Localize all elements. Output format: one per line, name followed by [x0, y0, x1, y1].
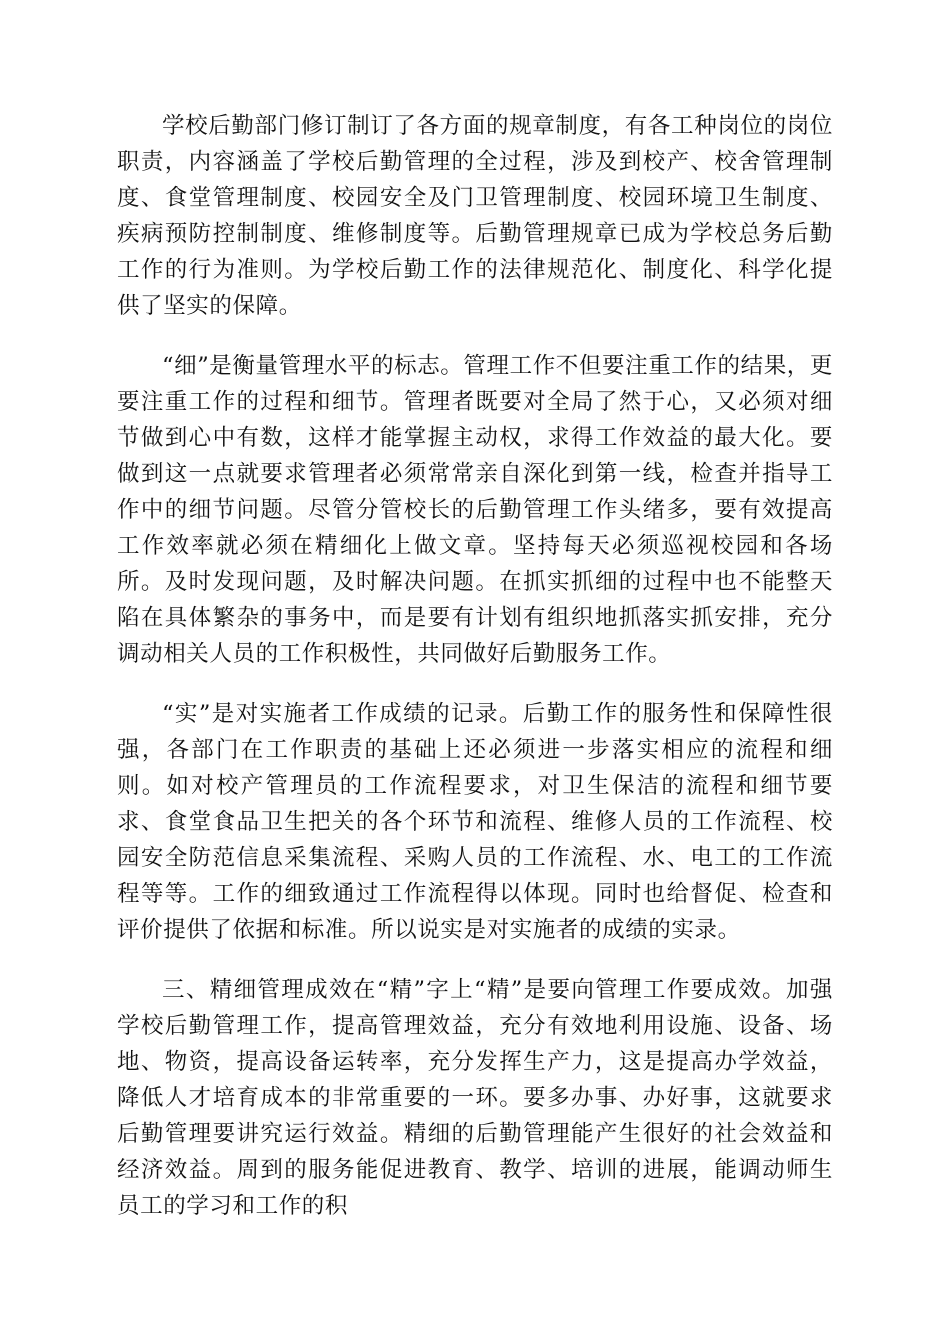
paragraph-detail: “细”是衡量管理水平的标志。管理工作不但要注重工作的结果，更要注重工作的过程和细节。管理者既要对全局了然于心，又必须对细节做到心中有数，这样才能掌握主动权，求得工作效益的最大化。要做到这一点就要求管理者必须常常亲自深化到第一线，检查并指导工作中的细节问题。尽管分管校长的后勤管理工作头绪多，要有效提高工作效率就必须在精细化上做文章。坚持每天必须巡视校园和各场所。及时发现问题，及时解决问题。在抓实抓细的过程中也不能整天陷在具体繁杂的事务中，而是要有计划有组织地抓落实抓安排，充分调动相关人员的工作积极性，共同做好后勤服务工作。 — [117, 353, 834, 667]
document-page — [117, 108, 833, 1224]
paragraph-effectiveness: 三、精细管理成效在“精”字上“精”是要向管理工作要成效。加强学校后勤管理工作，提高管理效益，充分有效地利用设施、设备、场地、物资，提高设备运转率，充分发挥生产力，这是提高办学效益，降低人才培育成本的非常重要的一环。要多办事、办好事，这就要求后勤管理要讲究运行效益。精细的后勤管理能产生很好的社会效益和经济效益。周到的服务能促进教育、教学、培训的进展，能调动师生员工的学习和工作的积 — [117, 977, 833, 1219]
paragraph-rules-and-regulations: 学校后勤部门修订制订了各方面的规章制度，有各工种岗位的岗位职责，内容涵盖了学校后勤管理的全过程，涉及到校产、校舍管理制度、食堂管理制度、校园安全及门卫管理制度、校园环境卫生制度、疾病预防控制制度、维修制度等。后勤管理规章已成为学校总务后勤工作的行为准则。为学校后勤工作的法律规范化、制度化、科学化提供了坚实的保障。 — [117, 113, 833, 319]
paragraph-implementation: “实”是对实施者工作成绩的记录。后勤工作的服务性和保障性很强，各部门在工作职责的基础上还必须进一步落实相应的流程和细则。如对校产管理员的工作流程要求，对卫生保洁的流程和细节要求、食堂食品卫生把关的各个环节和流程、维修人员的工作流程、校园安全防范信息采集流程、采购人员的工作流程、水、电工的工作流程等等。工作的细致通过工作流程得以体现。同时也给督促、检查和评价提供了依据和标准。所以说实是对实施者的成绩的实录。 — [117, 701, 833, 943]
